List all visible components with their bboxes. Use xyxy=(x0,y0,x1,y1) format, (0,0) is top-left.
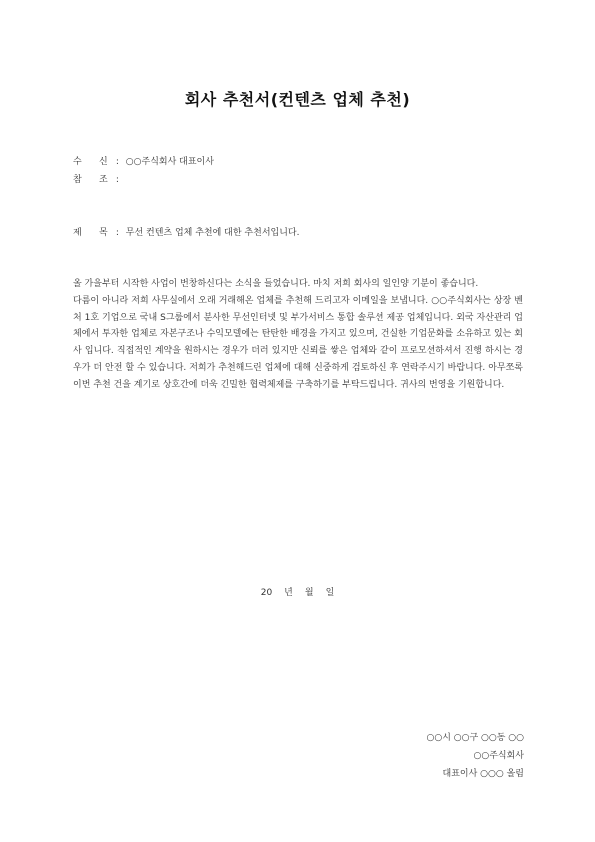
subject-value: 무선 컨텐츠 업체 추천에 대한 추천서입니다. xyxy=(125,228,300,238)
body-paragraph-2: 다름이 아니라 저희 사무실에서 오래 거래해온 업체를 추천해 드리고자 이메일을 보냅니다. ○○주식회사는 상장 벤처 1호 기업으로 국내 S그룹에서 분사한 무선인터넷 및 부가서비스 통합 솔루션 제공 업체입니다. 외국 자산관리 업체에서 투자한 업체로 자본구조나 수익모델에는 탄탄한 배경을 가지고 있으며, 건실한 기업문화를 소유하고 있는 회사 입니다. 직접적인 계약을 원하시는 경우가 더러 있지만 신뢰를 쌓은 업체와 같이 프로모션하셔서 진행 하시는 경우가 더 안전 할 수 있습니다. 저희가 추천해드린 업체에 대해 신중하게 검토하신 후 연락주시기 바랍니다. 아무쪼록 이번 추천 건을 계기로 상호간에 더욱 긴밀한 협력체제를 구축하기를 부탁드립니다. 귀사의 번영을 기원합니다. xyxy=(73,295,523,390)
date-month-label: 월 xyxy=(304,588,314,598)
subject-separator: : xyxy=(115,228,119,238)
recipient-label-b: 신 xyxy=(99,157,108,167)
subject-label-b: 목 xyxy=(99,228,108,238)
document-title: 회사 추천서(컨텐츠 업체 추천) xyxy=(184,90,411,109)
reference-label xyxy=(73,172,113,185)
recipient-label-a: 수 xyxy=(73,157,82,167)
date-year-label: 년 xyxy=(284,588,293,598)
date-day-label: 일 xyxy=(325,588,335,598)
subject-label xyxy=(73,225,113,238)
recipient-label xyxy=(73,154,113,167)
date-line xyxy=(0,585,595,598)
subject-label-a: 제 xyxy=(73,228,82,238)
recipient-value: ○○주식회사 대표이사 xyxy=(125,157,214,167)
letter-body xyxy=(73,276,523,394)
body-paragraph-1: 올 가을부터 시작한 사업이 번창하신다는 소식을 들었습니다. 마치 저희 회사의 일인양 기분이 좋습니다. xyxy=(73,279,479,289)
signature-ceo: 대표이사 ○○○ 올림 xyxy=(442,769,524,779)
reference-label-b: 조 xyxy=(99,175,108,185)
reference-row xyxy=(73,172,123,185)
date-year-prefix: 20 xyxy=(260,588,273,598)
signature-company: ○○주식회사 xyxy=(473,751,524,761)
reference-separator: : xyxy=(115,175,119,185)
reference-label-a: 참 xyxy=(73,175,82,185)
subject-row xyxy=(73,225,299,238)
recipient-row xyxy=(73,154,214,167)
recipient-separator: : xyxy=(115,157,119,167)
signature-address: ○○시 ○○구 ○○동 ○○ xyxy=(426,733,524,743)
